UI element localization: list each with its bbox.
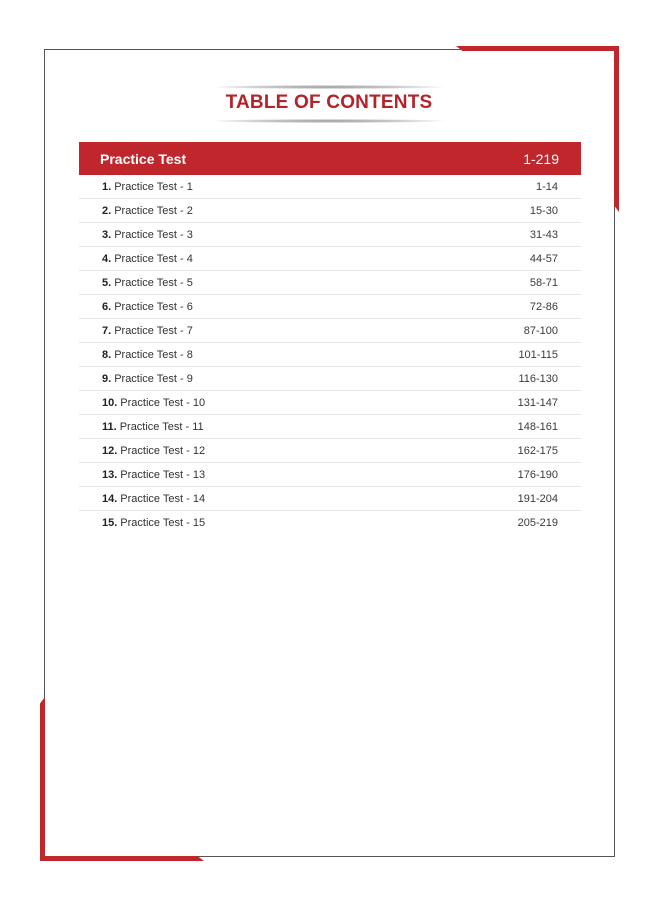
toc-entry-label: Practice Test - 8 (114, 348, 193, 361)
toc-entry-number: 1. (102, 180, 112, 193)
toc-entry-label: Practice Test - 13 (120, 468, 206, 481)
toc-entry-title (102, 469, 205, 481)
toc-entry[interactable] (79, 319, 581, 343)
toc-entry[interactable] (79, 175, 581, 199)
toc-entry[interactable] (79, 511, 581, 535)
toc-entry-label: Practice Test - 9 (114, 372, 193, 385)
toc-entry-number: 14. (102, 492, 118, 505)
toc-entry-title (102, 253, 193, 265)
toc-list (79, 175, 581, 535)
toc-entry-pages: 162-175 (517, 444, 558, 457)
toc-entry-label: Practice Test - 5 (114, 276, 193, 289)
corner-accent-right (614, 46, 619, 212)
toc-entry-pages: 31-43 (529, 228, 558, 241)
corner-accent-left (40, 697, 45, 861)
toc-entry-title (102, 349, 193, 361)
toc-entry-label: Practice Test - 12 (120, 444, 206, 457)
toc-entry-pages: 44-57 (529, 252, 558, 265)
toc-entry-pages: 116-130 (518, 372, 558, 385)
toc-entry-number: 2. (102, 204, 112, 217)
toc-entry-label: Practice Test - 14 (120, 492, 206, 505)
page-title: TABLE OF CONTENTS (225, 92, 433, 113)
toc-entry-pages: 1-14 (535, 180, 558, 193)
toc-entry-number: 9. (102, 372, 112, 385)
toc-entry-pages: 191-204 (517, 492, 558, 505)
toc-entry-pages: 205-219 (517, 517, 558, 529)
toc-entry-number: 6. (102, 300, 112, 313)
toc-entry-number: 8. (102, 348, 112, 361)
title-rule-bottom (214, 119, 444, 123)
toc-entry[interactable] (79, 343, 581, 367)
toc-entry-title (102, 325, 193, 337)
toc-entry-pages: 58-71 (529, 276, 558, 289)
toc-entry-number: 15. (102, 517, 118, 529)
toc-entry-number: 4. (102, 252, 112, 265)
toc-entry-title (102, 493, 205, 505)
toc-entry[interactable] (79, 463, 581, 487)
toc-entry[interactable] (79, 367, 581, 391)
toc-entry-title (102, 517, 205, 529)
toc-entry-label: Practice Test - 6 (114, 300, 193, 313)
toc-entry-pages: 15-30 (529, 204, 558, 217)
toc-entry-pages: 176-190 (517, 468, 558, 481)
toc-entry-pages: 131-147 (517, 396, 558, 409)
toc-entry[interactable] (79, 487, 581, 511)
toc-entry-label: Practice Test - 3 (114, 228, 193, 241)
toc-entry[interactable] (79, 223, 581, 247)
toc-entry-title (102, 397, 205, 409)
toc-entry-title (102, 229, 193, 241)
toc-entry-label: Practice Test - 15 (120, 517, 206, 529)
toc-entry-number: 12. (102, 444, 118, 457)
toc-entry-title (102, 277, 193, 289)
toc-entry-label: Practice Test - 10 (120, 396, 206, 409)
toc-entry-label: Practice Test - 2 (114, 204, 193, 217)
toc-entry[interactable] (79, 391, 581, 415)
toc-entry-title (102, 421, 204, 433)
toc-entry-title (102, 445, 205, 457)
toc-entry[interactable] (79, 415, 581, 439)
section-header[interactable] (79, 142, 581, 175)
toc-entry-pages: 87-100 (523, 324, 558, 337)
toc-entry-label: Practice Test - 4 (114, 252, 193, 265)
toc-entry-pages: 148-161 (517, 420, 558, 433)
toc-entry-pages: 72-86 (529, 300, 558, 313)
toc-entry-title (102, 373, 193, 385)
toc-entry-number: 5. (102, 276, 112, 289)
toc-entry-label: Practice Test - 1 (114, 180, 193, 193)
title-banner (214, 84, 444, 124)
toc-entry-title (102, 301, 193, 313)
toc-entry-number: 13. (102, 468, 118, 481)
toc-entry-label: Practice Test - 11 (119, 420, 204, 433)
toc-entry[interactable] (79, 271, 581, 295)
corner-accent-top-right (456, 46, 619, 51)
toc-entry-number: 10. (102, 396, 118, 409)
toc-entry-number: 3. (102, 228, 112, 241)
toc-entry-label: Practice Test - 7 (114, 324, 193, 337)
corner-accent-bottom-left (40, 856, 204, 861)
toc-entry[interactable] (79, 295, 581, 319)
toc-entry[interactable] (79, 199, 581, 223)
title-rule-top (214, 85, 444, 89)
toc-entry-title (102, 181, 193, 193)
toc-entry[interactable] (79, 439, 581, 463)
toc-entry-title (102, 205, 193, 217)
toc-entry-number: 11. (102, 420, 117, 433)
section-header-pages: 1-219 (523, 150, 559, 167)
toc-entry-pages: 101-115 (518, 348, 558, 361)
section-header-label: Practice Test (100, 150, 187, 167)
toc-entry-number: 7. (102, 324, 112, 337)
toc-entry[interactable] (79, 247, 581, 271)
